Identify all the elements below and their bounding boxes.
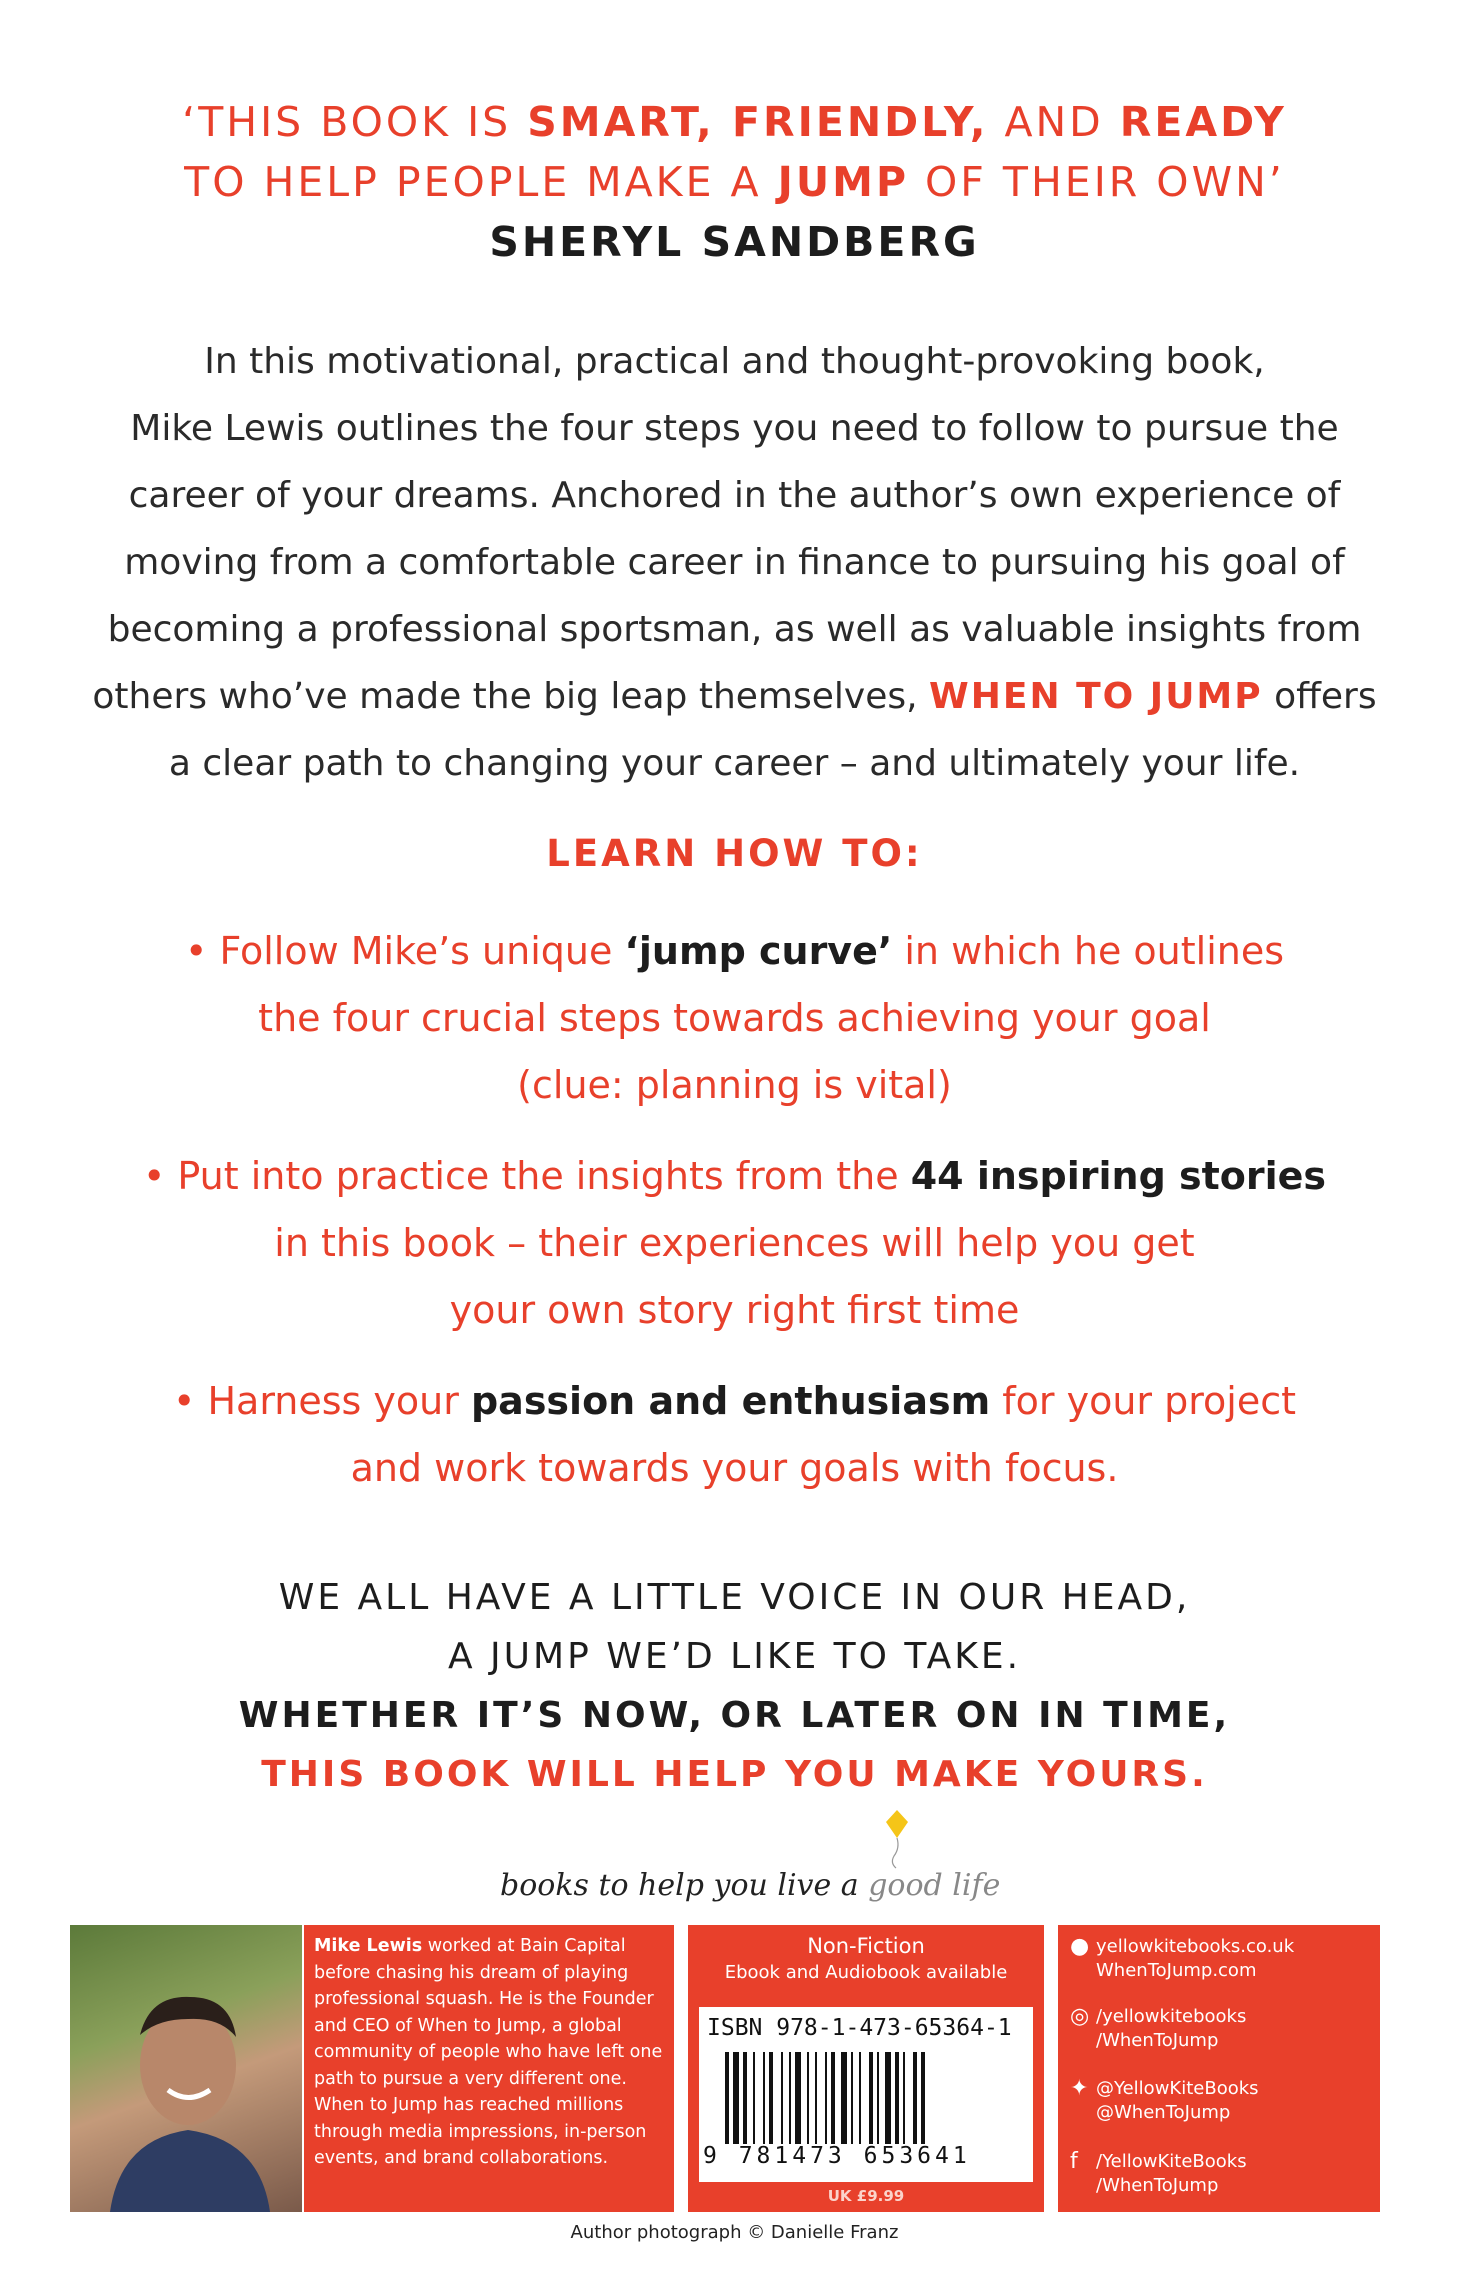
isbn-label: ISBN 978-1-473-65364-1 bbox=[707, 2015, 1012, 2041]
barcode-box bbox=[699, 2007, 1033, 2182]
link-website[interactable] bbox=[1070, 1935, 1294, 1983]
author-portrait-icon bbox=[70, 1925, 302, 2212]
quote-emphasis: JUMP bbox=[777, 158, 909, 206]
link-text[interactable]: /WhenToJump bbox=[1096, 2175, 1219, 2196]
barcode-icon bbox=[725, 2052, 1015, 2144]
book-category: Non-Fiction bbox=[807, 1934, 925, 1958]
book-description bbox=[40, 328, 1429, 797]
closing-line: WHETHER IT’S NOW, OR LATER ON IN TIME, bbox=[238, 1695, 1231, 1736]
bullet-text: in this book – their experiences will help you get bbox=[274, 1221, 1195, 1265]
bullet-emphasis: ‘jump curve’ bbox=[624, 929, 893, 973]
link-text[interactable]: /YellowKiteBooks bbox=[1096, 2151, 1247, 2172]
bullet-emphasis: 44 inspiring stories bbox=[910, 1154, 1327, 1198]
bullet-text: • Harness your bbox=[172, 1379, 471, 1423]
quote-text: AND bbox=[988, 98, 1120, 146]
author-bio-text: worked at Bain Capital before chasing his dream of playing professional squash. He is the Founder and CEO of When to Jump, a global community of people who have left one path to pursue a very different one. When to Jump has reached millions through media impressions, in-person events, and brand collaborations. bbox=[314, 1936, 663, 2168]
instagram-icon: ◎ bbox=[1070, 2004, 1090, 2029]
author-photo bbox=[70, 1925, 302, 2212]
bullet-point bbox=[60, 918, 1409, 1119]
closing-line: WE ALL HAVE A LITTLE VOICE IN OUR HEAD, bbox=[278, 1577, 1191, 1618]
link-text[interactable]: @YellowKiteBooks bbox=[1096, 2078, 1259, 2099]
bullet-point bbox=[60, 1368, 1409, 1502]
quote-text: TO HELP PEOPLE MAKE A bbox=[184, 158, 778, 206]
bullet-text: for your project bbox=[990, 1379, 1297, 1423]
book-title-mention: WHEN TO JUMP bbox=[929, 676, 1263, 717]
book-info-panel bbox=[688, 1925, 1044, 2212]
closing-line: THIS BOOK WILL HELP YOU MAKE YOURS. bbox=[261, 1754, 1208, 1795]
quote-emphasis: SMART, FRIENDLY, bbox=[527, 98, 989, 146]
author-name: Mike Lewis bbox=[314, 1936, 423, 1956]
quote-emphasis: READY bbox=[1119, 98, 1287, 146]
endorsement-quote bbox=[0, 92, 1469, 272]
link-text[interactable]: /WhenToJump bbox=[1096, 2030, 1219, 2051]
quote-text: OF THEIR OWN’ bbox=[909, 158, 1285, 206]
bullet-text: the four crucial steps towards achieving your goal bbox=[258, 996, 1211, 1040]
description-line: In this motivational, practical and thought-provoking book, bbox=[204, 341, 1265, 382]
bullet-text: • Put into practice the insights from the bbox=[142, 1154, 911, 1198]
bullet-text: • Follow Mike’s unique bbox=[184, 929, 625, 973]
quote-author: SHERYL SANDBERG bbox=[489, 218, 980, 266]
publisher-tagline bbox=[500, 1868, 1000, 1903]
description-line: a clear path to changing your career – and ultimately your life. bbox=[168, 743, 1301, 784]
bullet-text: and work towards your goals with focus. bbox=[350, 1446, 1119, 1490]
description-text: offers bbox=[1262, 676, 1377, 717]
description-text: others who’ve made the big leap themselves, bbox=[92, 676, 930, 717]
kite-icon bbox=[882, 1808, 912, 1870]
location-icon: ● bbox=[1070, 1934, 1090, 1959]
description-line: Mike Lewis outlines the four steps you need to follow to pursue the bbox=[130, 408, 1339, 449]
closing-statement bbox=[0, 1568, 1469, 1804]
closing-line: A JUMP WE’D LIKE TO TAKE. bbox=[447, 1636, 1022, 1677]
link-twitter[interactable] bbox=[1070, 2077, 1259, 2125]
bullet-text: (clue: planning is vital) bbox=[517, 1063, 952, 1107]
tagline-text: books to help you live a bbox=[500, 1868, 869, 1903]
bullet-text: your own story right first time bbox=[449, 1288, 1020, 1332]
author-bio-panel bbox=[304, 1925, 674, 2212]
facebook-icon: f bbox=[1070, 2149, 1078, 2174]
barcode-digits: 9 781473 653641 bbox=[703, 2143, 971, 2169]
link-instagram[interactable] bbox=[1070, 2005, 1246, 2053]
link-text[interactable]: /yellowkitebooks bbox=[1096, 2006, 1247, 2027]
description-line: moving from a comfortable career in finance to pursuing his goal of bbox=[124, 542, 1345, 583]
quote-text: ‘THIS BOOK IS bbox=[182, 98, 528, 146]
twitter-icon: ✦ bbox=[1070, 2076, 1089, 2101]
description-line bbox=[40, 663, 1429, 730]
bullet-text: in which he outlines bbox=[892, 929, 1285, 973]
bullet-point bbox=[60, 1143, 1409, 1344]
link-facebook[interactable] bbox=[1070, 2150, 1247, 2198]
link-text[interactable]: yellowkitebooks.co.uk bbox=[1096, 1936, 1295, 1957]
link-text[interactable]: @WhenToJump bbox=[1096, 2102, 1231, 2123]
description-line: career of your dreams. Anchored in the author’s own experience of bbox=[128, 475, 1341, 516]
price-label: UK £9.99 bbox=[827, 2187, 905, 2205]
social-links-panel bbox=[1058, 1925, 1380, 2212]
learn-heading: LEARN HOW TO: bbox=[546, 832, 923, 875]
description-line: becoming a professional sportsman, as well as valuable insights from bbox=[107, 609, 1362, 650]
tagline-emphasis: good life bbox=[868, 1868, 1001, 1903]
bullet-emphasis: passion and enthusiasm bbox=[470, 1379, 991, 1423]
book-formats: Ebook and Audiobook available bbox=[724, 1962, 1008, 1983]
link-text[interactable]: WhenToJump.com bbox=[1096, 1960, 1257, 1981]
photo-credit: Author photograph © Danielle Franz bbox=[570, 2222, 899, 2243]
